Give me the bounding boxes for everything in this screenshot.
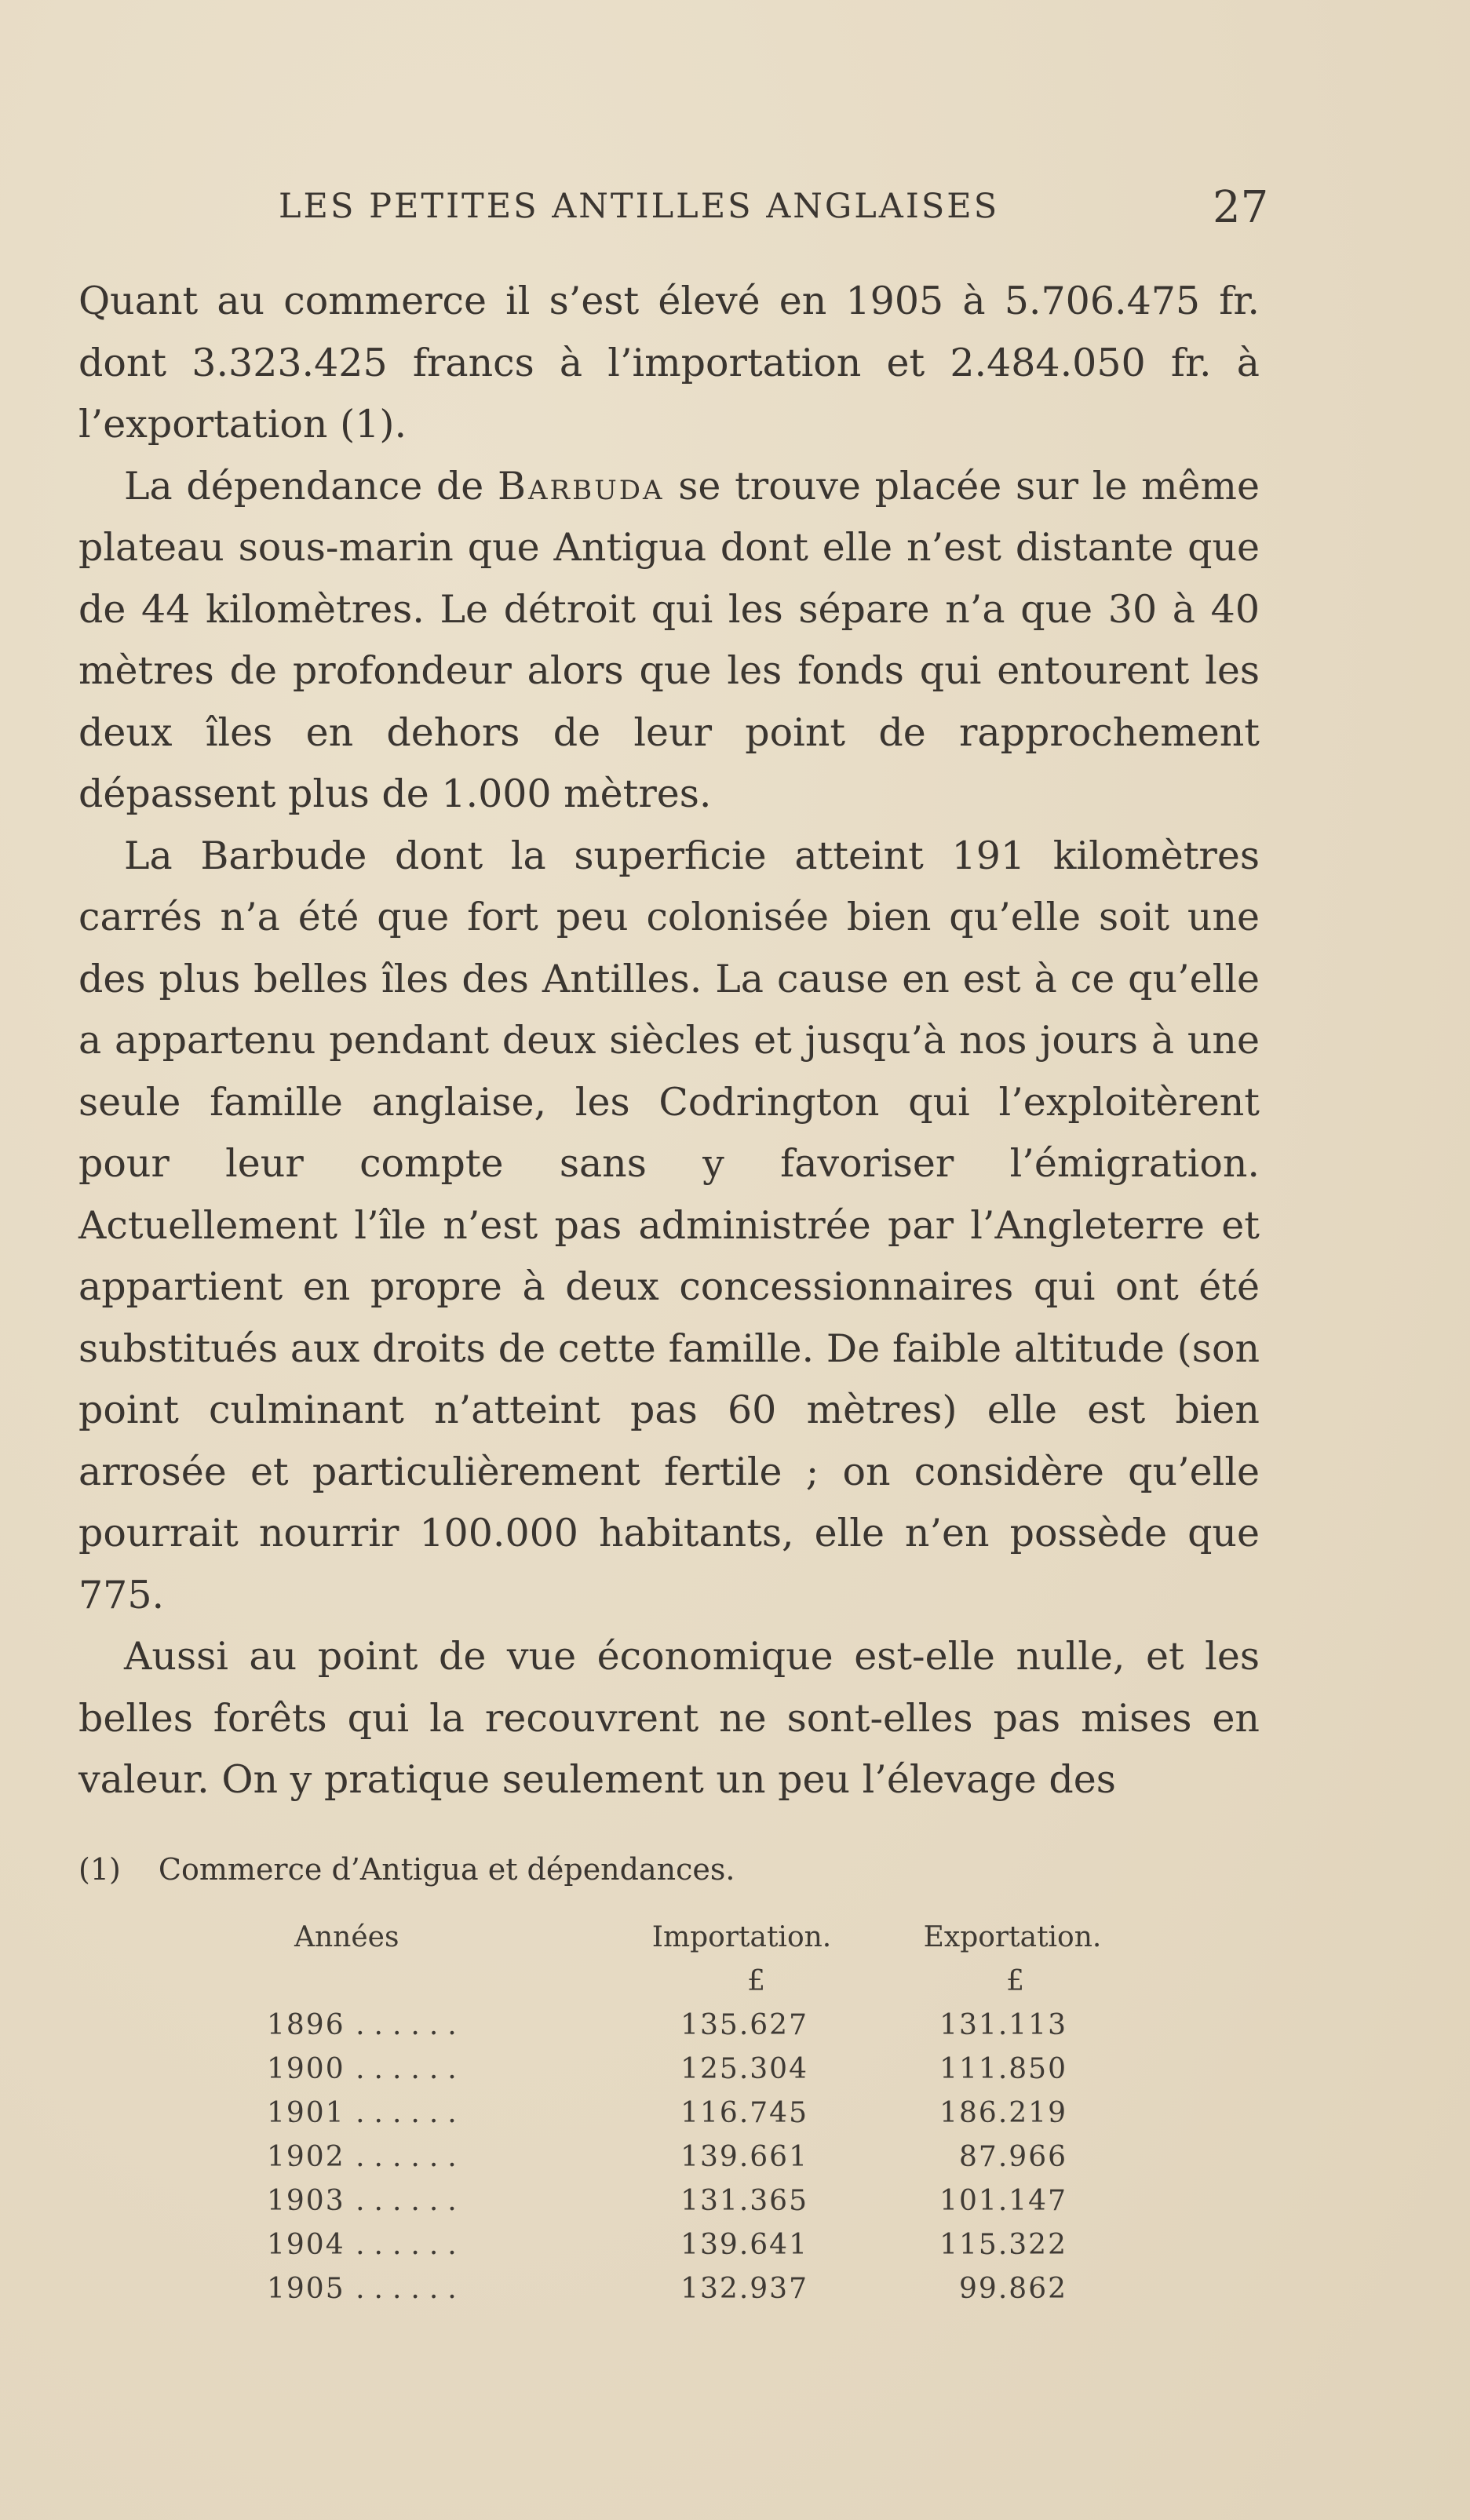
cell-importation: 139.661	[680, 2140, 808, 2173]
dot-leader: ......	[356, 2228, 466, 2261]
table-row	[267, 2091, 1114, 2135]
table-row	[267, 2047, 1114, 2091]
cell-exportation: 115.322	[939, 2228, 1067, 2261]
cell-year	[267, 2009, 596, 2041]
table-row	[267, 2135, 1114, 2179]
year-value: 1905	[267, 2272, 345, 2305]
cell-year	[267, 2229, 596, 2261]
unit-importation: £	[747, 1964, 765, 1997]
cell-year	[267, 2273, 596, 2305]
running-title: LES PETITES ANTILLES ANGLAISES	[279, 187, 1000, 226]
paragraph-commerce: Quant au commerce il s’est élevé en 1905 à 5.706.475 fr. dont 3.323.425 francs à l’importation et 2.484.050 fr. à l’exportation (1).	[78, 279, 1260, 447]
year-value: 1904	[267, 2228, 345, 2261]
table-row	[267, 2003, 1114, 2047]
paragraph-barbuda-rest: se trouve placée sur le même plateau sous-marin que Antigua dont elle n’est distante que de 44 kilomètres. Le détroit qui les sépare n’a que 30 à 40 mètres de profondeur alors que les fonds qui entourent les deux îles en dehors de leur point de rapprochement dépassent plus de 1.000 mètres.	[78, 463, 1260, 816]
table-row	[267, 2223, 1114, 2267]
year-value: 1900	[267, 2052, 345, 2085]
cell-year	[267, 2097, 596, 2129]
dot-leader: ......	[356, 2272, 466, 2305]
place-name-barbuda: Barbuda	[497, 463, 665, 509]
column-header-annees: Années	[294, 1920, 399, 1953]
paragraph-barbuda-lead: La dépendance de	[124, 463, 498, 509]
dot-leader: ......	[356, 2052, 466, 2085]
cell-importation: 125.304	[680, 2052, 808, 2085]
column-header-importation: Importation.	[651, 1920, 832, 1953]
dot-leader: ......	[356, 2096, 466, 2129]
cell-exportation: 87.966	[959, 2140, 1067, 2173]
table-units-row	[267, 1959, 1114, 2003]
cell-year	[267, 2053, 596, 2085]
paragraph-barbuda	[78, 456, 1260, 826]
cell-importation: 139.641	[680, 2228, 808, 2261]
dot-leader: ......	[356, 2184, 466, 2217]
dot-leader: ......	[356, 2140, 466, 2173]
table-row	[267, 2179, 1114, 2223]
body-text	[78, 271, 1260, 1811]
cell-exportation: 101.147	[939, 2184, 1067, 2217]
year-value: 1902	[267, 2140, 345, 2173]
cell-importation: 132.937	[680, 2272, 808, 2305]
dot-leader: ......	[356, 2008, 466, 2041]
cell-exportation: 99.862	[959, 2272, 1067, 2305]
year-value: 1901	[267, 2096, 345, 2129]
year-value: 1903	[267, 2184, 345, 2217]
cell-importation: 131.365	[680, 2184, 808, 2217]
footnote	[78, 1852, 1260, 1887]
page-number: 27	[1213, 182, 1269, 233]
table-header	[267, 1915, 1114, 1959]
cell-exportation: 111.850	[939, 2052, 1067, 2085]
commerce-table	[267, 1915, 1114, 2310]
unit-exportation: £	[1006, 1964, 1024, 1997]
cell-exportation: 186.219	[939, 2096, 1067, 2129]
column-header-exportation: Exportation.	[923, 1920, 1102, 1953]
table-row	[267, 2267, 1114, 2310]
cell-year	[267, 2185, 596, 2217]
cell-importation: 116.745	[680, 2096, 808, 2129]
cell-exportation: 131.113	[939, 2008, 1067, 2041]
cell-year	[267, 2141, 596, 2173]
year-value: 1896	[267, 2008, 345, 2041]
footnote-marker: (1)	[78, 1852, 121, 1887]
cell-importation: 135.627	[680, 2008, 808, 2041]
paragraph-economy: Aussi au point de vue économique est-elle nulle, et les belles forêts qui la recouvrent ne sont-elles pas mises en valeur. On y pratique seulement un peu l’élevage des	[78, 1634, 1260, 1802]
paragraph-barbude: La Barbude dont la superficie atteint 191 kilomètres carrés n’a été que fort peu colonisée bien qu’elle soit une des plus belles îles des Antilles. La cause en est à ce qu’elle a appartenu pendant deux siècles et jusqu’à nos jours à une seule famille anglaise, les Codrington qui l’exploitèrent pour leur compte sans y favoriser l’émigration. Actuellement l’île n’est pas administrée par l’Angleterre et appartient en propre à deux concessionnaires qui ont été substitués aux droits de cette famille. De faible altitude (son point culminant n’atteint pas 60 mètres) elle est bien arrosée et particulièrement fertile ; on considère qu’elle pourrait nourrir 100.000 habitants, elle n’en possède que 775.	[78, 833, 1260, 1617]
footnote-title: Commerce d’Antigua et dépendances.	[158, 1852, 735, 1887]
